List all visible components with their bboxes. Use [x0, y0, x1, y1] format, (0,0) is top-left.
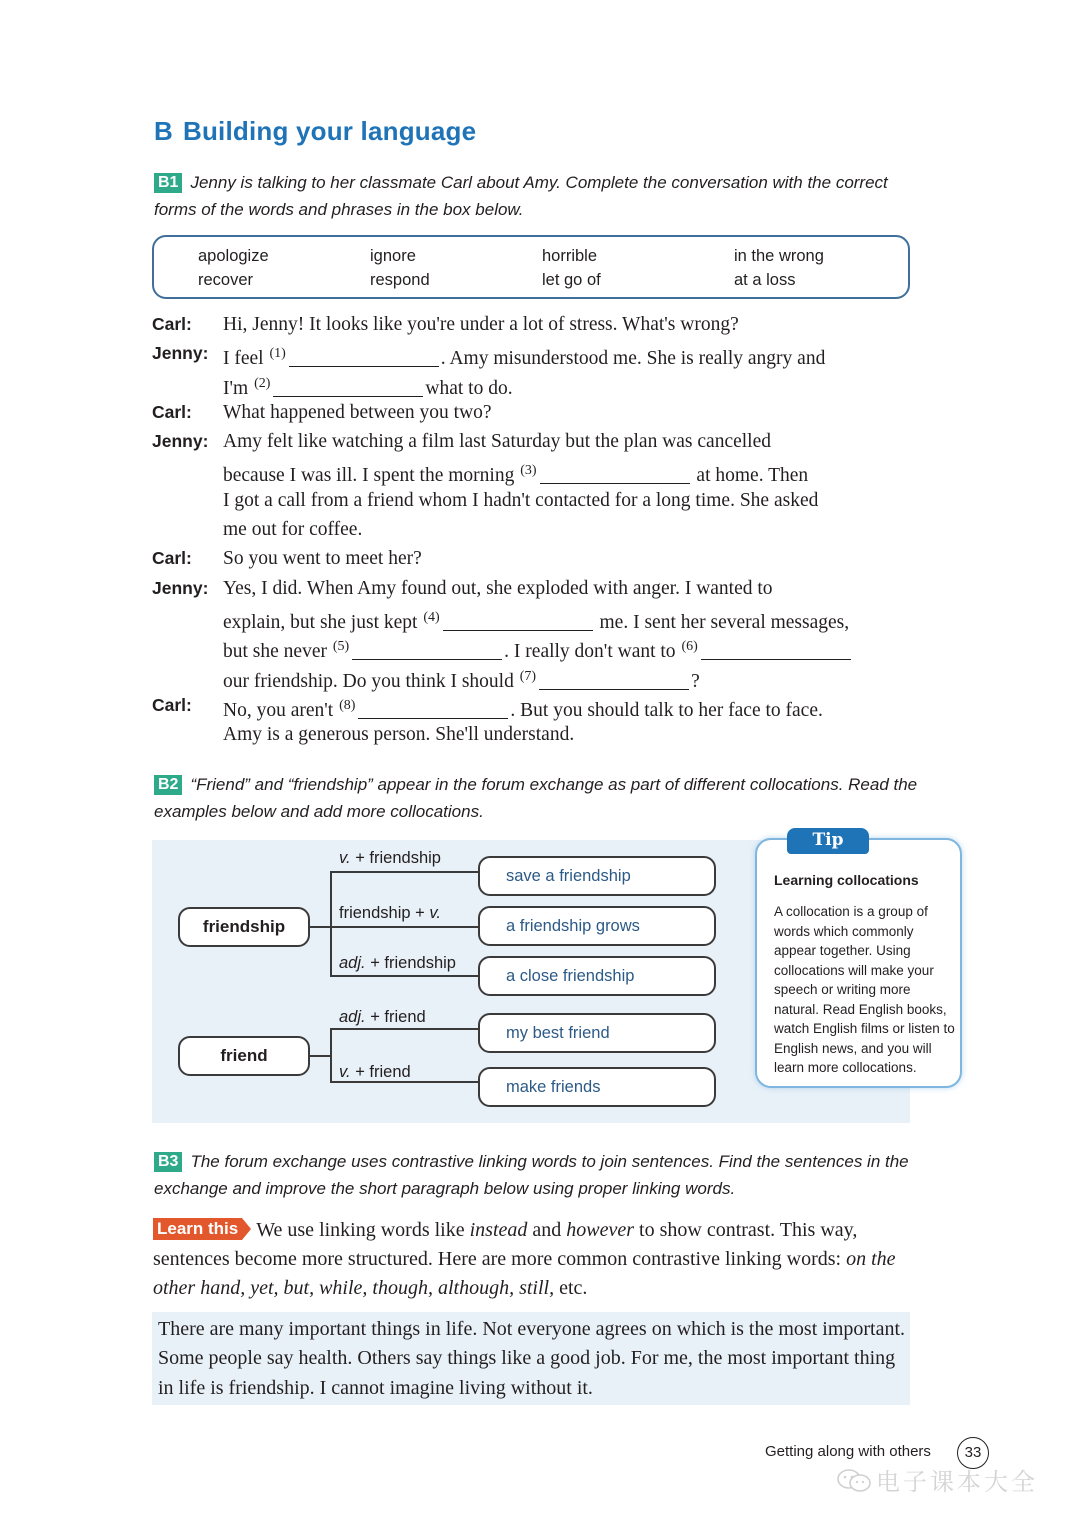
utterance-text: . But you should talk to her face to face. [510, 699, 823, 721]
word-item: horrible [542, 247, 598, 265]
utterance-text: Hi, Jenny! It looks like you're under a lot of stress. What's wrong? [223, 314, 739, 335]
dialogue-line [152, 544, 922, 573]
speaker-label: Jenny: [152, 343, 209, 364]
utterance-text: . I really don't want to [504, 641, 681, 663]
connector-line [310, 926, 332, 928]
dialogue-line [152, 398, 922, 427]
connector-line [330, 1028, 332, 1083]
dialogue-line [152, 427, 922, 456]
branch-label: adj. + friend [339, 1008, 426, 1026]
utterance-text: Yes, I did. When Amy found out, she exploded with anger. I wanted to [223, 577, 773, 599]
speaker-label: Carl: [152, 401, 192, 422]
dialogue-line [152, 515, 922, 544]
blank-number: (7) [519, 668, 537, 684]
tip-body: A collocation is a group of words which commonly appear together. Using collocations will make your speech or writing more natural. Read English books, watch English films or listen to English news, and you will learn more collocations. [774, 904, 955, 1075]
b1-badge: B1 [154, 173, 182, 193]
blank-input[interactable] [540, 466, 690, 484]
watermark [836, 1462, 1038, 1497]
learn-this-tag: Learn this [153, 1218, 242, 1240]
blank-input[interactable] [443, 613, 593, 631]
utterance-text: what to do. [425, 377, 513, 399]
learn-this-note: Learn this We use linking words like instead and however to show contrast. This way, sentences become more structured. Here are more common contrastive linking words: on the other hand, yet, but, while, though, although, still, etc. [153, 1219, 896, 1299]
tip-box [755, 830, 962, 1088]
word-box [152, 235, 910, 299]
word-item: apologize [198, 247, 269, 265]
b1-instruction [154, 169, 924, 223]
blank-number: (2) [254, 375, 271, 391]
speaker-label: Jenny: [152, 577, 209, 598]
utterance-text: Amy felt like watching a film last Saturday but the plan was cancelled [223, 431, 771, 453]
blank-number: (1) [269, 346, 286, 362]
wechat-icon [836, 1468, 872, 1494]
dialogue-line [152, 486, 922, 515]
utterance-text: I feel [223, 348, 269, 370]
dialogue-line [152, 369, 922, 398]
utterance-text: me. I sent her several messages, [594, 611, 850, 633]
section-title [154, 116, 476, 147]
word-item: let go of [542, 271, 601, 289]
utterance-text: at home. Then [691, 465, 809, 487]
section-title-text: Building your language [182, 116, 477, 146]
dialogue-line [152, 603, 922, 632]
branch-label: v. + friend [339, 1063, 411, 1081]
blank-input[interactable] [352, 642, 502, 660]
utterance-text: So you went to meet her? [223, 548, 422, 570]
b1-instruction-text: Jenny is talking to her classmate Carl about Amy. Complete the conversation with the correct forms of the words and phrases in the box below. [154, 173, 888, 219]
utterance-text: No, you aren't [223, 699, 339, 721]
branch-label: adj. + friendship [339, 954, 456, 972]
tip-tab: Tip [787, 828, 869, 854]
speaker-label: Jenny: [152, 431, 209, 452]
connector-line [330, 871, 478, 873]
paragraph-to-improve: There are many important things in life. Not everyone agrees on which is the most important. Some people say health. Others say things like a good job. For me, the most important thing in life is friendship. I cannot imagine living without it. [152, 1312, 910, 1405]
b3-badge: B3 [154, 1152, 182, 1172]
speaker-label: Carl: [152, 694, 192, 715]
collocation-example: my best friend [478, 1013, 716, 1053]
dialogue-line [152, 310, 922, 339]
utterance-text: ? [691, 670, 700, 692]
utterance-text: explain, but she just kept [223, 611, 423, 633]
word-item: recover [198, 271, 254, 289]
utterance-text: I'm [223, 377, 254, 399]
blank-number: (8) [339, 697, 356, 713]
connector-line [330, 1028, 478, 1030]
tip-title: Learning collocations [774, 872, 919, 888]
utterance-text: our friendship. Do you think I should [223, 670, 519, 692]
page-number: 33 [957, 1437, 989, 1469]
utterance-text: me out for coffee. [223, 519, 363, 541]
b3-instruction-text: The forum exchange uses contrastive linking words to join sentences. Find the sentences in the exchange and improve the short paragraph below using proper linking words. [154, 1152, 909, 1198]
blank-number: (3) [520, 463, 537, 479]
b2-badge: B2 [154, 775, 182, 795]
blank-number: (5) [332, 639, 350, 655]
connector-line [310, 1055, 332, 1057]
watermark-text: 电子课本大全 [876, 1468, 1038, 1496]
speaker-label: Carl: [152, 314, 192, 334]
dialogue-line [152, 574, 922, 603]
connector-line [330, 926, 478, 928]
connector-line [330, 871, 332, 977]
dialogue-line [152, 456, 922, 485]
dialogue [152, 310, 922, 749]
utterance-text: Amy is a generous person. She'll understand. [223, 724, 575, 746]
utterance-text: . Amy misunderstood me. She is really angry and [440, 348, 826, 370]
root-node-friend: friend [178, 1036, 310, 1076]
utterance-text: but she never [223, 641, 332, 663]
utterance-text: because I was ill. I spent the morning [223, 465, 520, 487]
collocation-example: make friends [478, 1067, 716, 1107]
word-item: respond [370, 271, 430, 289]
blank-input[interactable] [358, 701, 508, 719]
word-item: in the wrong [734, 247, 824, 265]
utterance-text: I got a call from a friend whom I hadn't contacted for a long time. She asked [223, 489, 819, 511]
b3-instruction [154, 1148, 924, 1202]
b2-instruction-text: “Friend” and “friendship” appear in the forum exchange as part of different collocations. Read the examples below and add more collocations. [154, 775, 918, 821]
blank-number: (6) [681, 639, 698, 655]
dialogue-line [152, 339, 922, 368]
blank-input[interactable] [273, 379, 423, 397]
speaker-label: Carl: [152, 548, 192, 569]
word-item: at a loss [734, 271, 796, 289]
collocation-example: save a friendship [478, 856, 716, 896]
dialogue-line [152, 662, 922, 691]
section-letter: B [154, 116, 173, 146]
unit-title: Getting along with others [765, 1443, 931, 1460]
connector-line [330, 975, 478, 977]
branch-label: friendship + v. [339, 904, 441, 922]
dialogue-line [152, 720, 922, 749]
dialogue-line [152, 632, 922, 661]
b2-instruction [154, 771, 924, 825]
blank-input[interactable] [539, 672, 689, 690]
word-item: ignore [370, 247, 416, 265]
dialogue-line [152, 691, 922, 720]
blank-input[interactable] [289, 349, 439, 367]
root-node-friendship: friendship [178, 907, 310, 947]
utterance-text: What happened between you two? [223, 401, 492, 423]
collocation-example: a close friendship [478, 956, 716, 996]
blank-number: (4) [423, 609, 440, 625]
blank-input[interactable] [701, 642, 851, 660]
branch-label: v. + friendship [339, 849, 441, 867]
collocation-example: a friendship grows [478, 906, 716, 946]
